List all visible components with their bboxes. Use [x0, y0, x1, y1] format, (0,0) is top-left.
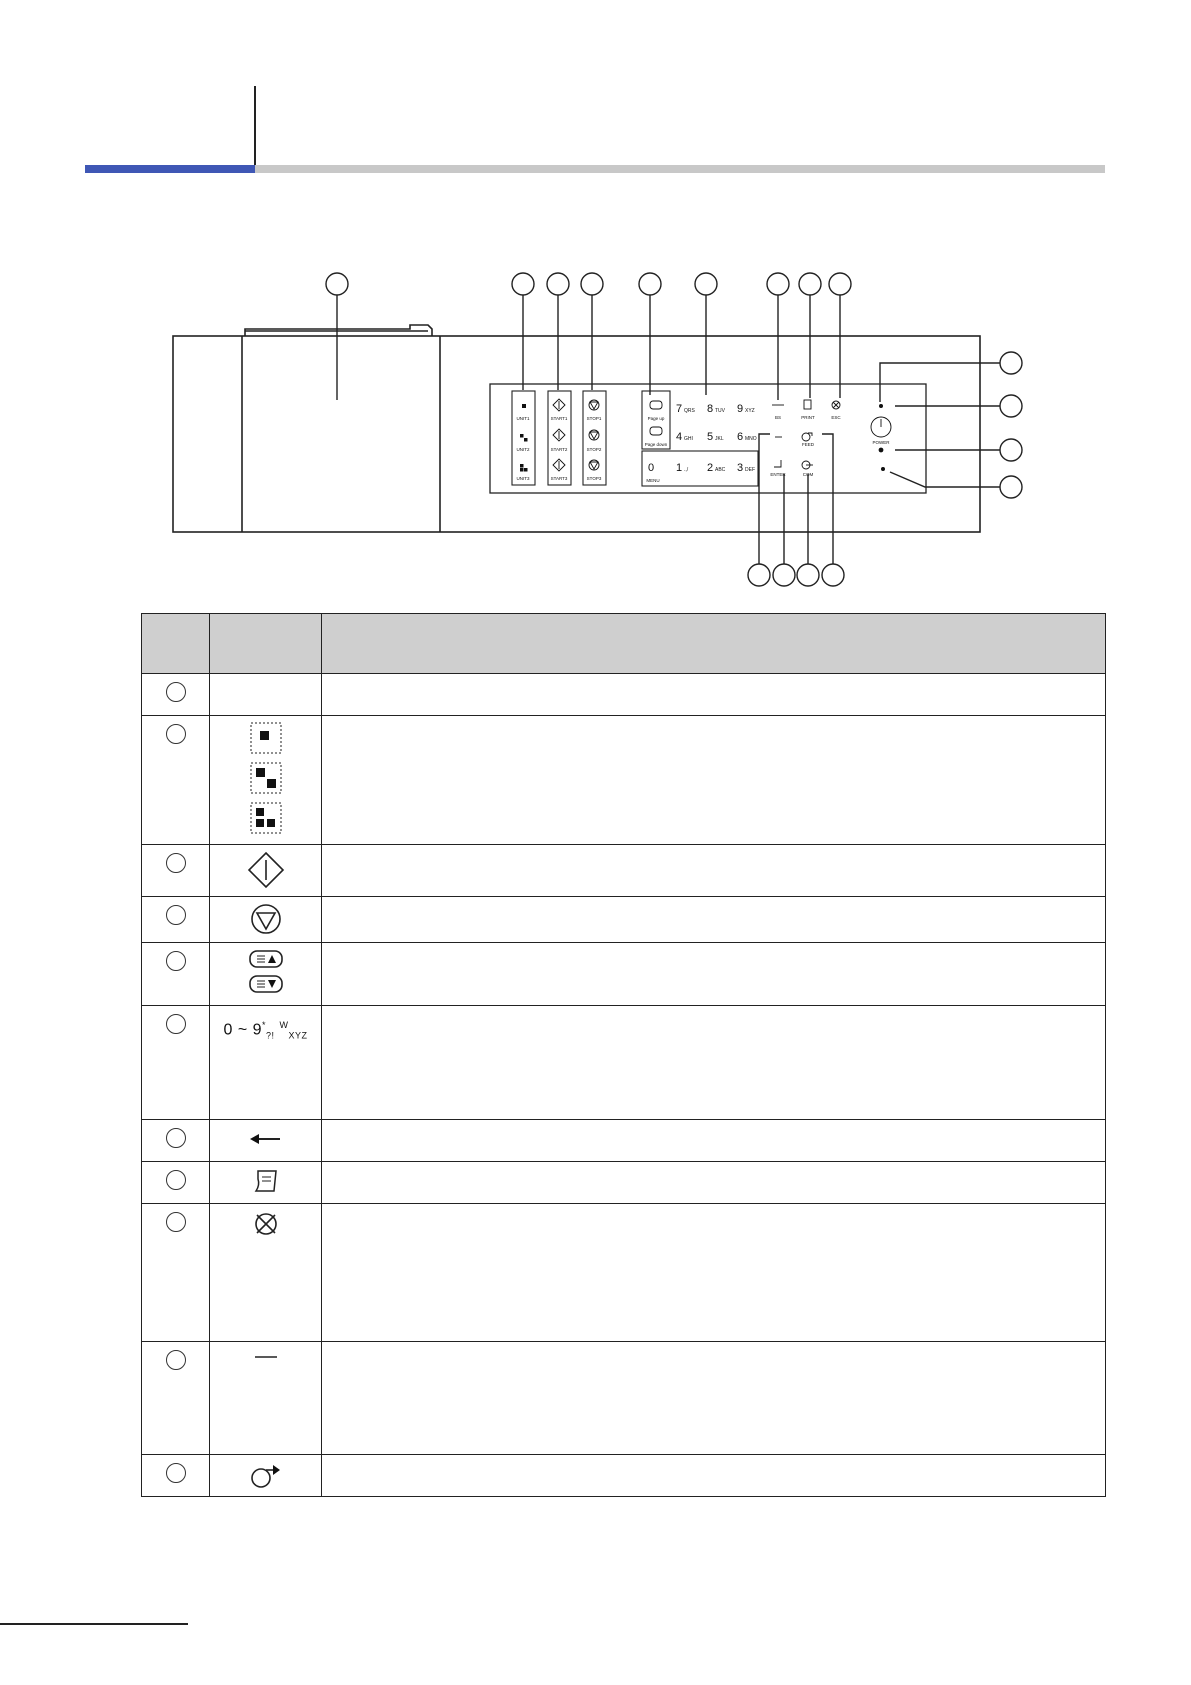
footer-rule	[0, 1623, 188, 1625]
callout-circle	[1000, 352, 1022, 374]
unit-label: UNIT1	[516, 416, 530, 421]
unit1-icon	[249, 721, 283, 755]
control-panel-diagram	[0, 0, 1191, 600]
row-number-circle	[166, 1170, 186, 1190]
callout-circle	[767, 273, 789, 295]
callout-circle	[829, 273, 851, 295]
callout-circle	[799, 273, 821, 295]
table-row	[142, 1162, 1106, 1204]
callout-circle	[1000, 476, 1022, 498]
numeric-keys-label: 0 ~ $9^*_{?!}$ $^W_{XYZ}$	[223, 1020, 308, 1041]
feed-label: FEED	[801, 442, 815, 447]
key-letters: GHI	[684, 436, 693, 442]
page-up-icon	[247, 948, 285, 970]
key-digit: 6	[737, 431, 744, 443]
key-digit: 3	[737, 462, 744, 474]
com-label: COM	[802, 472, 814, 477]
start-label: START1	[550, 416, 568, 421]
enter-label: ENTER	[770, 472, 786, 477]
callout-circle	[326, 273, 348, 295]
table-row	[142, 1204, 1106, 1342]
callout-circle	[773, 564, 795, 586]
callout-circle	[581, 273, 603, 295]
callout-circle	[797, 564, 819, 586]
unit-label: UNIT2	[516, 447, 530, 452]
callout-circle	[1000, 395, 1022, 417]
bs-label: BS	[774, 415, 782, 420]
key-digit: 9	[737, 403, 744, 415]
escape-icon	[251, 1209, 281, 1239]
row-number-circle	[166, 724, 186, 744]
key-digit: 1	[676, 462, 683, 474]
callout-circle	[547, 273, 569, 295]
key-letters: JKL	[715, 436, 724, 442]
unit3-icon	[249, 801, 283, 835]
table-row	[142, 1006, 1106, 1120]
backspace-arrow-icon	[246, 1125, 286, 1153]
key-digit: 4	[676, 431, 683, 443]
key-digit: 8	[707, 403, 714, 415]
callout-circle	[1000, 439, 1022, 461]
printer-body	[173, 336, 980, 532]
key-letters: DEF	[745, 467, 755, 473]
row-number-circle	[166, 1014, 186, 1034]
page-down-icon	[247, 973, 285, 995]
header-icon	[210, 614, 322, 674]
esc-label: ESC	[831, 415, 841, 420]
table-row	[142, 1342, 1106, 1455]
key-digit: 0	[648, 462, 655, 474]
unit-label: UNIT3	[516, 476, 530, 481]
start-label: START2	[550, 447, 568, 452]
power-label: POWER	[872, 440, 890, 445]
key-letters: TUV	[715, 408, 725, 414]
row-number-circle	[166, 951, 186, 971]
key-letters: MNO	[745, 436, 757, 442]
table-row	[142, 1455, 1106, 1497]
callout-circle	[512, 273, 534, 295]
menu-label: MENU	[646, 478, 660, 483]
key-digit: 7	[676, 403, 683, 415]
callout-circle	[748, 564, 770, 586]
table-row	[142, 1120, 1106, 1162]
stop-label: STOP3	[586, 476, 602, 481]
row-number-circle	[166, 1463, 186, 1483]
table-row	[142, 845, 1106, 897]
row-number-circle	[166, 853, 186, 873]
key-letters: XYZ	[745, 408, 755, 414]
stop-label: STOP2	[586, 447, 602, 452]
header-no	[142, 614, 210, 674]
stop-icon	[249, 902, 283, 936]
unit2-icon	[249, 761, 283, 795]
row-number-circle	[166, 1128, 186, 1148]
page-up-label: Page up	[647, 416, 665, 421]
callout-circle	[822, 564, 844, 586]
table-row	[142, 716, 1106, 845]
callout-circle	[695, 273, 717, 295]
key-digit: 2	[707, 462, 714, 474]
feed-icon	[248, 1460, 284, 1490]
print-label: PRINT	[801, 415, 815, 420]
table-row	[142, 897, 1106, 943]
header-description	[322, 614, 1106, 674]
key-letters: QRS	[684, 408, 695, 414]
row-number-circle	[166, 1212, 186, 1232]
stop-label: STOP1	[586, 416, 602, 421]
spec-table	[141, 613, 1106, 1497]
row-number-circle	[166, 1350, 186, 1370]
callout-circle	[639, 273, 661, 295]
table-row	[142, 674, 1106, 716]
row-number-circle	[166, 682, 186, 702]
key-digit: 5	[707, 431, 714, 443]
table-header-row	[142, 614, 1106, 674]
key-letters: .,/	[684, 467, 689, 473]
start-label: START3	[550, 476, 568, 481]
table-row	[142, 943, 1106, 1006]
row-number-circle	[166, 905, 186, 925]
start-icon	[246, 850, 286, 890]
print-icon	[251, 1167, 281, 1195]
minus-key-icon	[251, 1347, 281, 1367]
page-down-label: Page down	[644, 442, 668, 447]
key-letters: ABC	[715, 467, 726, 473]
